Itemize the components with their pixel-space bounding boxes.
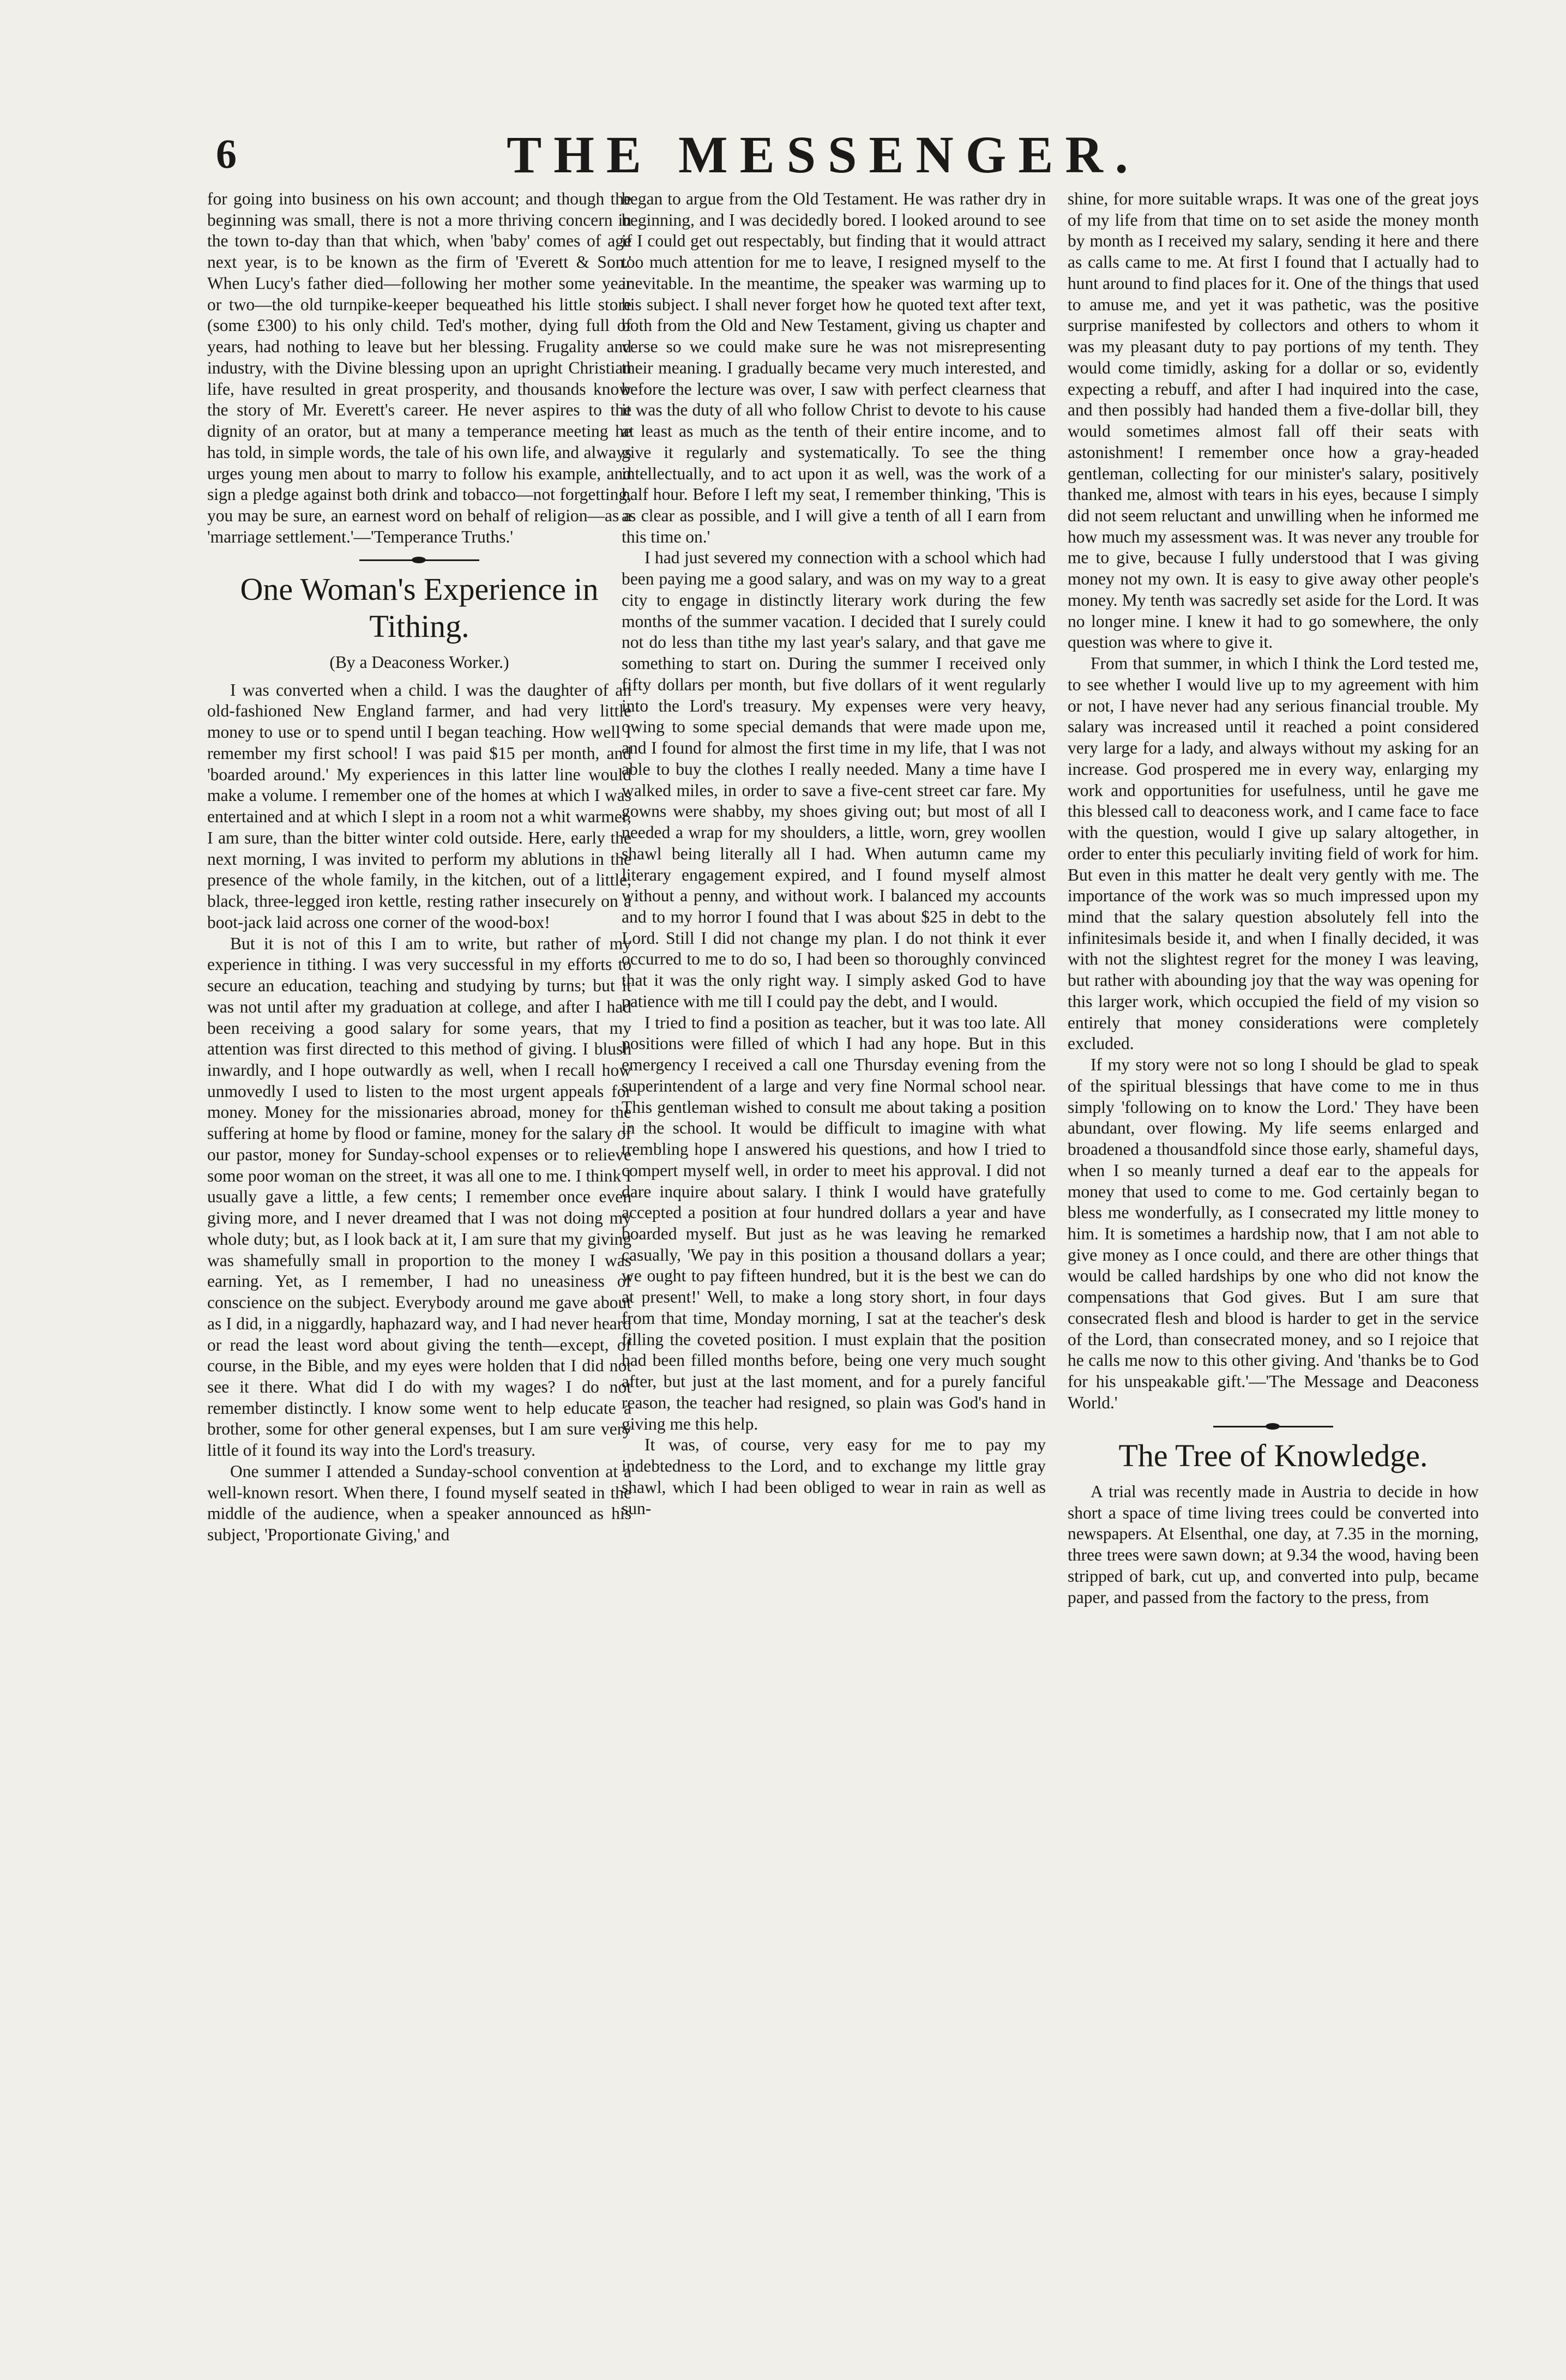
column-3 <box>1068 189 1479 1608</box>
paragraph: One summer I attended a Sunday-school convention at a well-known resort. When there, I found myself seated in the middle of the audience, when a speaker announced as his subject, 'Proportionate Giving,' and <box>207 1461 631 1545</box>
article-title-tree-of-knowledge: The Tree of Knowledge. <box>1118 1437 1428 1473</box>
paragraph: began to argue from the Old Testament. He was rather dry in beginning, and I was decidedly bored. I looked around to see if I could get out respectably, but finding that it would attract too much attention for me to leave, I resigned myself to the inevitable. In the meantime, the speaker was warming up to his subject. I shall never forget how he quoted text after text, both from the Old and New Testament, giving us chapter and verse so we could make sure he was not misrepresenting their meaning. I gradually became very much interested, and before the lecture was over, I saw with perfect clearness that it was the duty of all who follow Christ to devote to his cause at least as much as the tenth of their entire income, and to give it regularly and systematically. To see the thing intellectually, and to act upon it as well, was the work of a half hour. Before I left my seat, I remember thinking, 'This is as clear as possible, and I will give a tenth of all I earn from this time on.' <box>622 189 1046 546</box>
paragraph: From that summer, in which I think the Lord tested me, to see whether I would live up to my agreement with him or not, I have never had any serious financial trouble. My salary was increased until it reached a point considered very large for a lady, and always without my asking for an increase. God prospered me in every way, enlarging my work and opportunities for usefulness, until he gave me this blessed call to deaconess work, and I came face to face with the question, would I give up salary altogether, in order to enter this peculiarly inviting field of work for him. But even in this matter he dealt very gently with me. The importance of the work was so much impressed upon my mind that the salary question absolutely fell into the infinitesimals beside it, and when I finally decided, it was with not the slightest regret for the money I was leaving, but rather with abounding joy that the way was opening for this larger work, which occupied the field of my vision so entirely that money considerations were completely excluded. <box>1068 654 1479 1053</box>
previous-article-ending: for going into business on his own account; and though the beginning was small, there is not a more thriving concern in the town to-day than that which, when 'baby' comes of age next year, is to be known as the firm of 'Everett & Son.' When Lucy's father died—following her mother some year or two—the old turnpike-keeper bequeathed his little store (some £300) to his only child. Ted's mother, dying full of years, had nothing to leave but her blessing. Frugality and industry, with the Divine blessing upon an upright Christian life, have resulted in great prosperity, and thousands know the story of Mr. Everett's career. He never aspires to the dignity of an orator, but at many a temperance meeting he has told, in simple words, the tale of his own life, and always urges young men about to marry to follow his example, and sign a pledge against both drink and tobacco—not forgetting, you may be sure, an earnest word on behalf of religion—as a 'marriage settlement.'—'Temperance Truths.' <box>207 189 631 546</box>
page-header <box>196 121 1450 184</box>
paragraph: A trial was recently made in Austria to decide in how short a space of time living trees could be converted into newspapers. At Elsenthal, one day, at 7.35 in the morning, three trees were sawn down; at 9.34 the wood, having been stripped of bark, cut up, and converted into pulp, became paper, and passed from the factory to the press, from <box>1068 1481 1479 1607</box>
paragraph: But it is not of this I am to write, but rather of my experience in tithing. I was very successful in my efforts to secure an education, teaching and studying by turns; but it was not until after my graduation at college, and after I had been receiving a good salary for some years, that my attention was first directed to this method of giving. I blush inwardly, and I hope outwardly as well, when I recall how unmovedly I used to listen to the most urgent appeals for money. Money for the missionaries abroad, money for the suffering at home by flood or famine, money for the salary of our pastor, money for Sunday-school expenses or to relieve some poor woman on the street, it was all one to me. I think I usually gave a little, a few cents; I remember once even giving more, and I never dreamed that I was not doing my whole duty; but, as I look back at it, I am sure that my giving was shamefully small in proportion to the money I was earning. Yet, as I remember, I had no uneasiness of conscience on the subject. Everybody around me gave about as I did, in a niggardly, haphazard way, and I had never heard or read the least word about giving the tenth—except, of course, in the Bible, and my eyes were holden that I did not see it there. What did I do with my wages? I do not remember distinctly. I know some went to help educate a brother, some for other general expenses, but I am sure very little of it found its way into the Lord's treasury. <box>207 933 631 1460</box>
paragraph: I tried to find a position as teacher, but it was too late. All positions were filled of which I had any hope. But in this emergency I received a call one Thursday evening from the superintendent of a large and very fine Normal school near. This gentleman wished to consult me about taking a position in the school. It would be difficult to imagine with what trembling hope I answered his questions, and how I tried to compert myself well, in order to meet his approval. I did not dare inquire about salary. I think I would have gratefully accepted a position at four hundred dollars a year and have boarded myself. But just as he was leaving he remarked casually, 'We pay in this position a thousand dollars a year; we ought to pay fifteen hundred, but it is the best we can do at present!' Well, to make a long story short, in four days from that time, Monday morning, I sat at the teacher's desk filling the coveted position. I must explain that the position had been filled months before, being one very much sought after, but just at the last moment, and for a purely fanciful reason, the teacher had resigned, so plain was God's hand in giving me this help. <box>622 1013 1046 1433</box>
article-title-tithing: One Woman's Experience in Tithing. <box>240 571 599 644</box>
column-1 <box>207 189 631 1546</box>
paragraph: It was, of course, very easy for me to pay my indebtedness to the Lord, and to exchange my little gray shawl, which I had been obliged to wear in rain as well as sun- <box>622 1435 1046 1518</box>
section-divider <box>359 559 479 561</box>
column-2 <box>622 189 1046 1519</box>
paragraph: I had just severed my connection with a school which had been paying me a good salary, and was on my way to a great city to engage in distinctly literary work during the few months of the summer vacation. I decided that I surely could not do less than tithe my last year's salary, and that gave me something to start on. During the summer I received only fifty dollars per month, but five dollars of it went regularly into the Lord's treasury. My expenses were very heavy, owing to some special demands that were made upon me, and I found for almost the first time in my life, that I was not able to buy the clothes I really needed. Many a time have I walked miles, in order to save a five-cent street car fare. My gowns were shabby, my shoes giving out; but most of all I needed a wrap for my shoulders, a little, worn, grey woollen shawl being literally all I had. When autumn came my literary engagement expired, and I found myself almost without a penny, and without work. I balanced my accounts and to my horror I found that I was about $25 in debt to the Lord. Still I did not change my plan. I do not think it ever occurred to me to do so, I had been so thoroughly convinced that it was the only right way. I simply asked God to have patience with me till I could pay the debt, and I would. <box>622 548 1046 1011</box>
paragraph: I was converted when a child. I was the daughter of an old-fashioned New England farmer, and had very little money to use or to spend until I began teaching. How well I remember my first school! I was paid $15 per month, and 'boarded around.' My experiences in this latter line would make a volume. I remember one of the homes at which I was entertained and at which I slept in a room not a whit warmer, I am sure, than the bitter winter cold outside. Here, early the next morning, I was invited to perform my ablutions in the presence of the whole family, in the kitchen, out of a little, black, three-legged iron kettle, resting rather insecurely on a boot-jack laid across one corner of the wood-box! <box>207 680 631 932</box>
paragraph: If my story were not so long I should be glad to speak of the spiritual blessings that have come to me in thus simply 'following on to know the Lord.' They have been abundant, over flowing. My life seems enlarged and broadened a thousandfold since those early, shameful days, when I so meanly turned a deaf ear to the appeals for money that used to come to me. God certainly began to bless me wonderfully, as I consecrated my little money to him. It is sometimes a hardship now, that I am not able to give money as I once could, and there are other things that would be called hardships by one who did not know the compensations that God gives. But I am sure that consecrated flesh and blood is harder to get in the service of the Lord, than consecrated money, and so I rejoice that he calls me now to this other giving. And 'thanks be to God for his unspeakable gift.'—'The Message and Deaconess World.' <box>1068 1055 1479 1412</box>
page-number: 6 <box>216 131 237 177</box>
section-divider <box>1213 1426 1333 1427</box>
paragraph: shine, for more suitable wraps. It was one of the great joys of my life from that time on to set aside the money month by month as I received my salary, sending it here and there as calls came to me. At first I found that I actually had to hunt around to find places for it. One of the things that used to amuse me, and yet it was pathetic, was the positive surprise manifested by collectors and others to whom it was my pleasant duty to pay portions of my tenth. They would come timidly, asking for a dollar or so, evidently expecting a rebuff, and after I had inquired into the case, and then possibly had handed them a five-dollar bill, they would sometimes almost fall off their seats with astonishment! I remember once how a gray-headed gentleman, collecting for our minister's salary, positively thanked me, almost with tears in his eyes, because I simply did not seem reluctant and unwilling when he informed me how much my assessment was. It was never any trouble for me to give, because I fully understood that I was giving money not my own. It is easy to give away other people's money. My tenth was sacredly set aside for the Lord. It was no longer mine. I knew it had to go somewhere, the only question was where to give it. <box>1068 189 1479 652</box>
masthead-title: THE MESSENGER. <box>507 125 1140 184</box>
article-byline: (By a Deaconess Worker.) <box>329 653 509 672</box>
